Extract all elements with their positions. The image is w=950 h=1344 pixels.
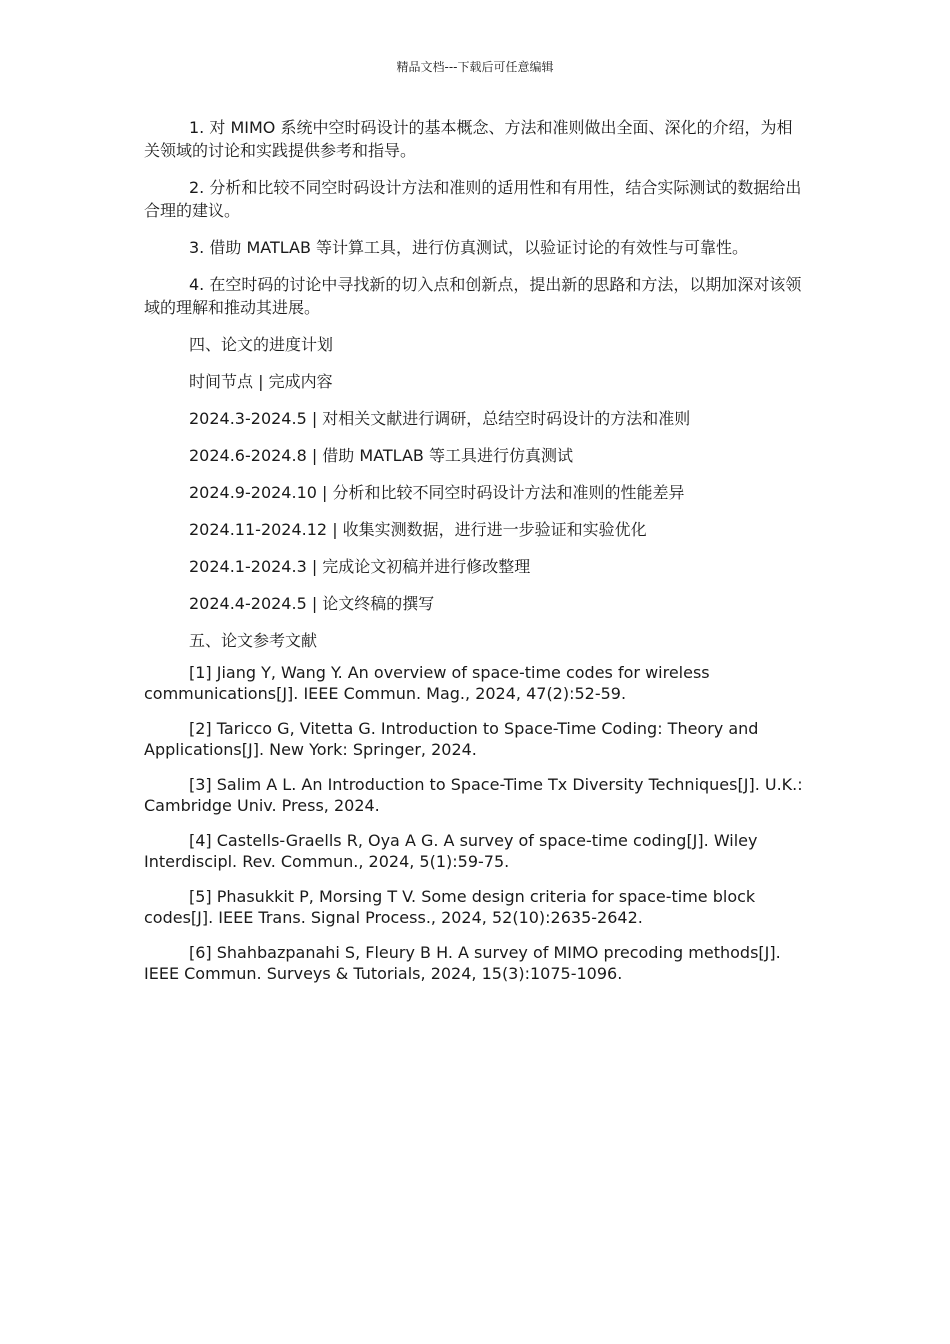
- schedule-row: 2024.6-2024.8 | 借助 MATLAB 等工具进行仿真测试: [189, 446, 573, 465]
- reference-item: [6] Shahbazpanahi S, Fleury B H. A survey of MIMO precoding methods[J]. IEEE Commun. Surveys & Tutorials, 2024, 15(3):1075-1096.: [144, 943, 781, 983]
- schedule-row: 2024.1-2024.3 | 完成论文初稿并进行修改整理: [189, 557, 531, 576]
- goal-item-4: 4. 在空时码的讨论中寻找新的切入点和创新点，提出新的思路和方法，以期加深对该领域的理解和推动其进展。: [144, 275, 802, 317]
- schedule-row: 2024.3-2024.5 | 对相关文献进行调研，总结空时码设计的方法和准则: [189, 409, 691, 428]
- reference-item: [2] Taricco G, Vitetta G. Introduction to Space-Time Coding: Theory and Applications[J]. New York: Springer, 2024.: [144, 719, 759, 759]
- reference-item: [3] Salim A L. An Introduction to Space-Time Tx Diversity Techniques[J]. U.K.: Cambridge Univ. Press, 2024.: [144, 775, 803, 815]
- references-heading: 五、论文参考文献: [189, 631, 318, 650]
- goal-item-3: 3. 借助 MATLAB 等计算工具，进行仿真测试，以验证讨论的有效性与可靠性。: [189, 238, 749, 257]
- schedule-row: 2024.4-2024.5 | 论文终稿的撰写: [189, 594, 435, 613]
- reference-item: [4] Castells-Graells R, Oya A G. A survey of space-time coding[J]. Wiley Interdiscipl. Rev. Commun., 2024, 5(1):59-75.: [144, 831, 758, 871]
- reference-item: [5] Phasukkit P, Morsing T V. Some design criteria for space-time block codes[J]. IEEE Trans. Signal Process., 2024, 52(10):2635-2642.: [144, 887, 756, 927]
- schedule-row: 2024.11-2024.12 | 收集实测数据，进行进一步验证和实验优化: [189, 520, 647, 539]
- schedule-row: 2024.9-2024.10 | 分析和比较不同空时码设计方法和准则的性能差异: [189, 483, 685, 502]
- goal-item-2: 2. 分析和比较不同空时码设计方法和准则的适用性和有用性，结合实际测试的数据给出合理的建议。: [144, 178, 802, 220]
- document-body: [144, 116, 806, 998]
- page-header: 精品文档---下载后可任意编辑: [396, 60, 554, 74]
- reference-item: [1] Jiang Y, Wang Y. An overview of space-time codes for wireless communications[J]. IEEE Commun. Mag., 2024, 47(2):52-59.: [144, 663, 710, 703]
- schedule-heading: 四、论文的进度计划: [189, 335, 334, 354]
- goal-item-1: 1. 对 MIMO 系统中空时码设计的基本概念、方法和准则做出全面、深化的介绍，为相关领域的讨论和实践提供参考和指导。: [144, 118, 793, 160]
- schedule-table-header: 时间节点 | 完成内容: [189, 372, 333, 391]
